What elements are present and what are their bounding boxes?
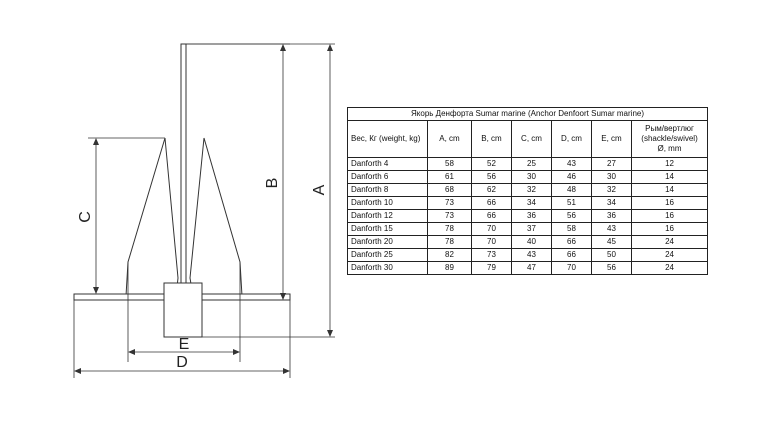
cell-a: 68 [428,184,472,197]
cell-shackle: 24 [632,262,708,275]
cell-model: Danforth 12 [348,210,428,223]
cell-model: Danforth 30 [348,262,428,275]
header-shackle [632,121,708,158]
cell-shackle: 14 [632,184,708,197]
header-d: D, cm [552,121,592,158]
header-a: A, cm [428,121,472,158]
cell-c: 30 [512,171,552,184]
cell-b: 73 [472,249,512,262]
cell-b: 66 [472,210,512,223]
cell-b: 62 [472,184,512,197]
cell-a: 73 [428,210,472,223]
cell-d: 43 [552,158,592,171]
cell-c: 25 [512,158,552,171]
header-shackle-line3: Ø, mm [657,144,682,153]
header-e: E, cm [592,121,632,158]
cell-a: 82 [428,249,472,262]
table-row [348,262,708,275]
cell-shackle: 24 [632,249,708,262]
table-row [348,197,708,210]
cell-a: 78 [428,236,472,249]
cell-c: 43 [512,249,552,262]
cell-model: Danforth 20 [348,236,428,249]
cell-model: Danforth 25 [348,249,428,262]
cell-d: 58 [552,223,592,236]
cell-e: 45 [592,236,632,249]
cell-model: Danforth 15 [348,223,428,236]
cell-model: Danforth 6 [348,171,428,184]
cell-e: 34 [592,197,632,210]
cell-c: 40 [512,236,552,249]
cell-d: 46 [552,171,592,184]
cell-b: 66 [472,197,512,210]
cell-a: 61 [428,171,472,184]
cell-b: 56 [472,171,512,184]
header-b: B, cm [472,121,512,158]
cell-d: 66 [552,236,592,249]
cell-b: 52 [472,158,512,171]
cell-shackle: 16 [632,210,708,223]
header-c: C, cm [512,121,552,158]
table-row [348,249,708,262]
table-caption: Якорь Денфорта Sumar marine (Anchor Denfoort Sumar marine) [348,108,708,121]
cell-model: Danforth 4 [348,158,428,171]
anchor-right-fluke [190,138,242,296]
cell-b: 79 [472,262,512,275]
cell-c: 34 [512,197,552,210]
dimension-label-b: B [264,177,281,189]
anchor-crown [164,283,202,337]
anchor-shank [181,44,186,284]
header-shackle-line1: Рым/вертлюг [645,124,694,133]
cell-a: 89 [428,262,472,275]
table-row [348,236,708,249]
anchor-drawing [0,0,350,423]
cell-e: 50 [592,249,632,262]
cell-d: 56 [552,210,592,223]
cell-b: 70 [472,236,512,249]
dimension-label-e: E [178,336,190,353]
dimension-label-c: C [77,211,94,223]
table-row [348,171,708,184]
table-row [348,184,708,197]
cell-a: 78 [428,223,472,236]
cell-c: 37 [512,223,552,236]
table-row [348,223,708,236]
cell-e: 36 [592,210,632,223]
cell-model: Danforth 10 [348,197,428,210]
cell-d: 51 [552,197,592,210]
specifications-table [347,107,708,275]
cell-e: 27 [592,158,632,171]
table-row [348,158,708,171]
cell-e: 43 [592,223,632,236]
cell-model: Danforth 8 [348,184,428,197]
cell-e: 30 [592,171,632,184]
cell-shackle: 16 [632,197,708,210]
cell-c: 32 [512,184,552,197]
cell-shackle: 14 [632,171,708,184]
dimension-label-d: D [176,354,188,371]
cell-c: 36 [512,210,552,223]
cell-d: 48 [552,184,592,197]
cell-c: 47 [512,262,552,275]
table-row [348,210,708,223]
anchor-left-fluke [126,138,178,296]
cell-e: 56 [592,262,632,275]
dimension-label-a: A [311,184,328,196]
cell-d: 70 [552,262,592,275]
header-weight: Вес, Кг (weight, kg) [348,121,428,158]
cell-a: 73 [428,197,472,210]
cell-d: 66 [552,249,592,262]
cell-a: 58 [428,158,472,171]
cell-shackle: 16 [632,223,708,236]
cell-shackle: 12 [632,158,708,171]
cell-e: 32 [592,184,632,197]
header-shackle-line2: (shackle/swivel) [641,134,698,143]
cell-shackle: 24 [632,236,708,249]
cell-b: 70 [472,223,512,236]
